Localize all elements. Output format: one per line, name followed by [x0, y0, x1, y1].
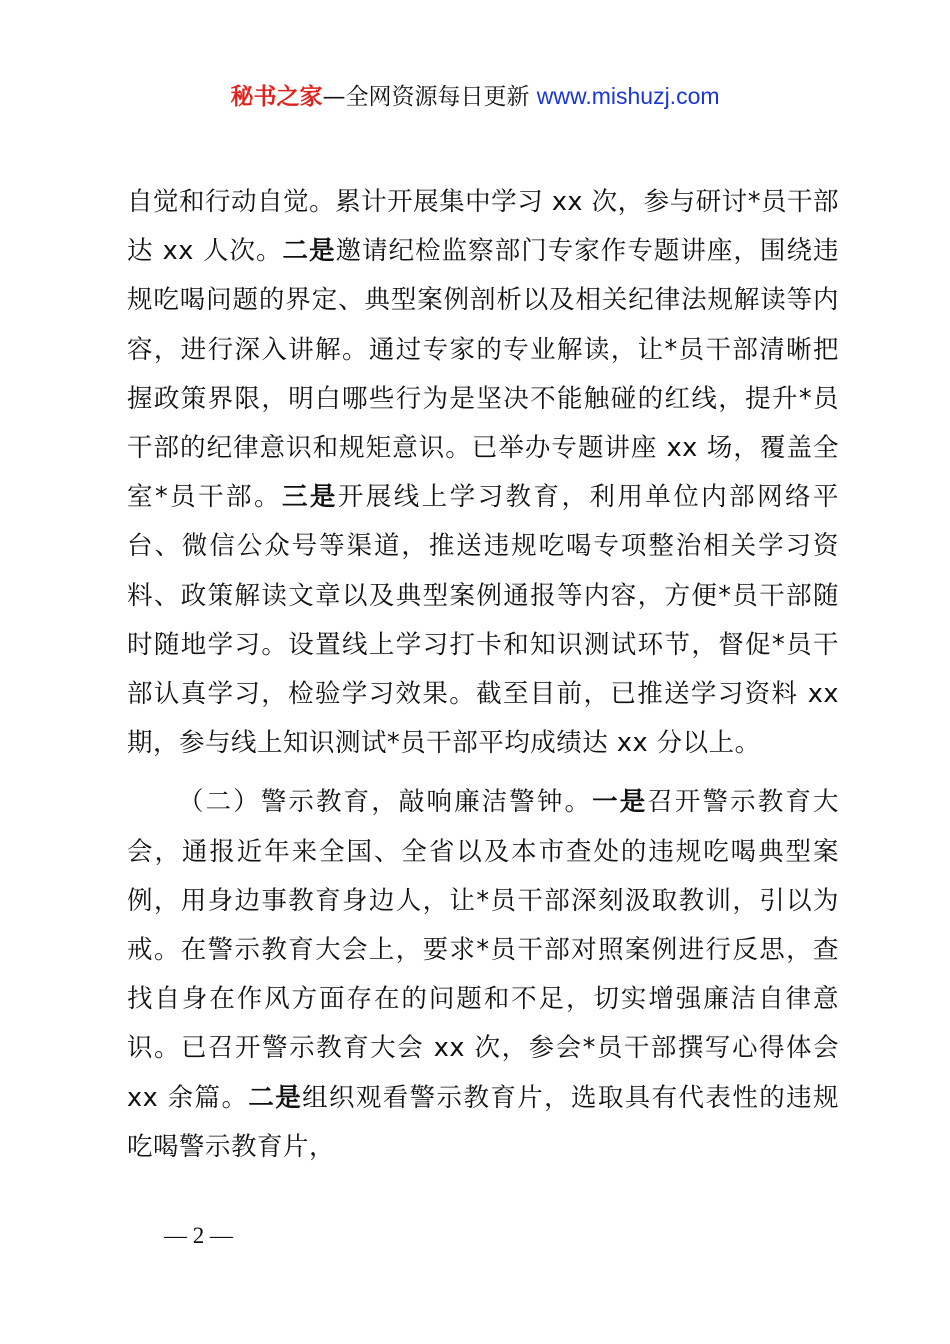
keyword-second: 二是 — [248, 1082, 303, 1113]
keyword-second: 二是 — [282, 236, 336, 267]
keyword-third: 三是 — [281, 482, 338, 513]
header-tagline: —全网资源每日更新 — [322, 84, 530, 110]
brand-name: 秘书之家 — [230, 84, 323, 110]
paragraph-text: 组织观看警示教育片，选取具有代表性的违规吃喝警示教育片， — [127, 1082, 839, 1162]
paragraph-text: 邀请纪检监察部门专家作专题讲座，围绕违规吃喝问题的界定、典型案例剖析以及相关纪律法规解读等内容，进行深入讲解。通过专家的专业解读，让*员干部清晰把握政策界限，明白哪些行为是坚决不能触碰的红线，提升*员干部的纪律意识和规矩意识。已举办专题讲座 xx 场，覆盖全室*员干部。 — [127, 236, 839, 513]
paragraph-continued — [127, 178, 839, 768]
site-url-link[interactable]: www.mishuzj.com — [536, 83, 720, 109]
paragraph-warning-education — [127, 778, 839, 1172]
site-header — [0, 80, 950, 113]
page-number: — 2 — — [164, 1223, 233, 1248]
section-heading: （二）警示教育，敲响廉洁警钟。 — [178, 787, 593, 818]
paragraph-text: 召开警示教育大会，通报近年来全国、全省以及本市查处的违规吃喝典型案例，用身边事教育身边人，让*员干部深刻汲取教训，引以为戒。在警示教育大会上，要求*员干部对照案例进行反思，查找自身在作风方面存在的问题和不足，切实增强廉洁自律意识。已召开警示教育大会 xx 次，参会*员干部撰写心得体会 xx 余篇。 — [127, 787, 839, 1113]
paragraph-text: 开展线上学习教育，利用单位内部网络平台、微信公众号等渠道，推送违规吃喝专项整治相关学习资料、政策解读文章以及典型案例通报等内容，方便*员干部随时随地学习。设置线上学习打卡和知识测试环节，督促*员干部认真学习，检验学习效果。截至目前，已推送学习资料 xx 期，参与线上知识测试*员干部平均成绩达 xx 分以上。 — [127, 482, 839, 759]
document-body — [127, 178, 839, 1172]
paragraph-text: 自觉和行动自觉。累计开展集中学习 xx 次，参与研讨*员干部达 xx 人次。 — [127, 187, 839, 267]
keyword-first: 一是 — [592, 787, 648, 818]
